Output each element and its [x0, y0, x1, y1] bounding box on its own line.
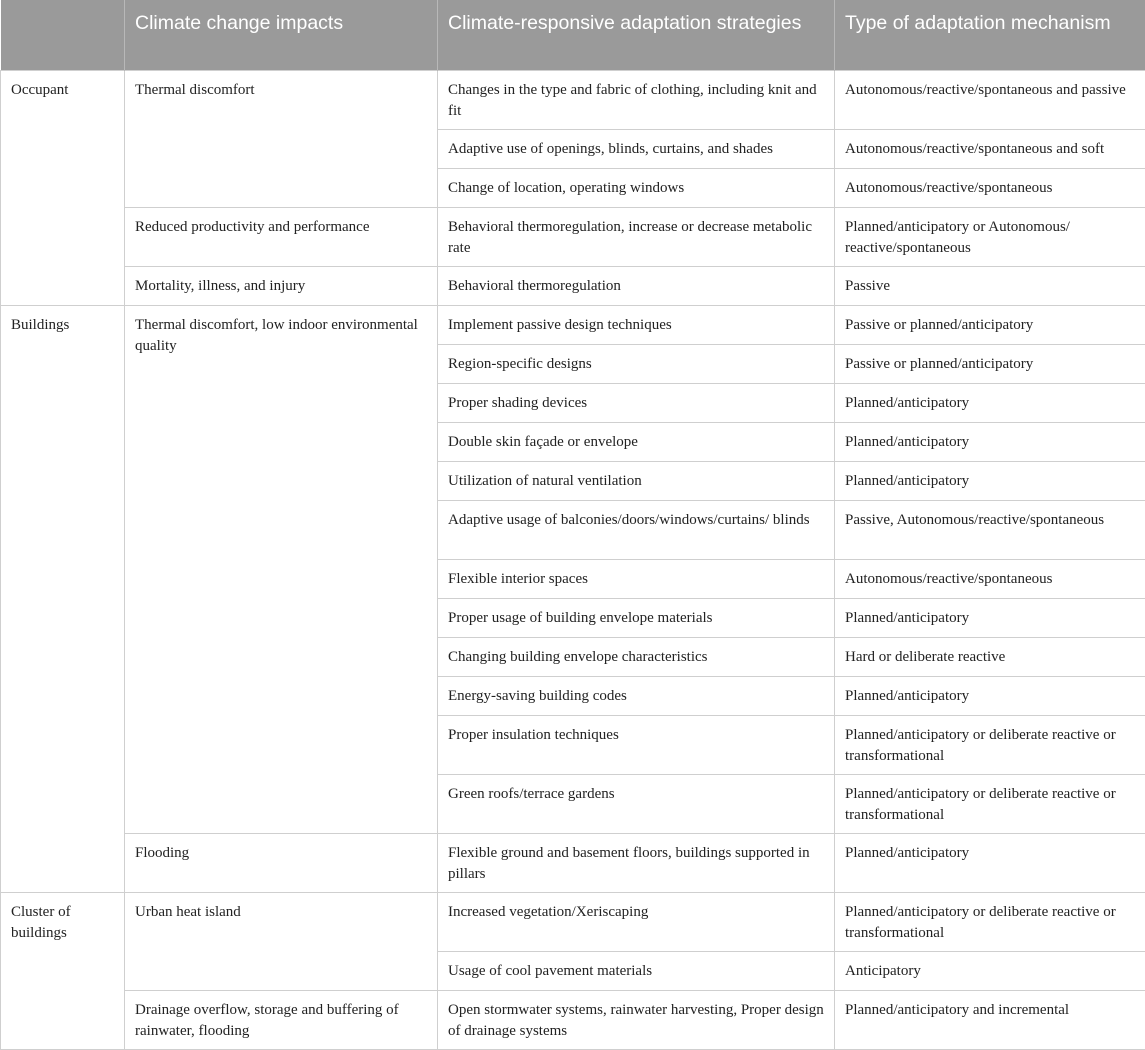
mechanism-cell: Planned/anticipatory — [835, 834, 1145, 893]
strategy-cell: Changes in the type and fabric of clothing, including knit and fit — [438, 71, 835, 130]
strategy-cell: Open stormwater systems, rainwater harvesting, Proper design of drainage systems — [438, 991, 835, 1050]
strategy-cell: Behavioral thermoregulation, increase or decrease metabolic rate — [438, 208, 835, 267]
mechanism-cell: Planned/anticipatory — [835, 677, 1145, 716]
mechanism-cell: Planned/anticipatory or deliberate reactive or transformational — [835, 893, 1145, 952]
table-row — [1, 893, 1145, 952]
strategy-cell: Adaptive use of openings, blinds, curtains, and shades — [438, 130, 835, 169]
table-row — [1, 71, 1145, 130]
mechanism-cell: Anticipatory — [835, 952, 1145, 991]
impact-cell: Mortality, illness, and injury — [125, 267, 438, 306]
strategy-cell: Region-specific designs — [438, 345, 835, 384]
mechanism-cell: Planned/anticipatory and incremental — [835, 991, 1145, 1050]
mechanism-cell: Planned/anticipatory — [835, 384, 1145, 423]
strategy-cell: Flexible interior spaces — [438, 560, 835, 599]
strategy-cell: Adaptive usage of balconies/doors/windows/curtains/ blinds — [438, 501, 835, 560]
strategy-cell: Usage of cool pavement materials — [438, 952, 835, 991]
table-row — [1, 834, 1145, 893]
table-body — [1, 71, 1145, 1050]
table-row — [1, 306, 1145, 345]
table-row — [1, 208, 1145, 267]
category-cell: Buildings — [1, 306, 125, 893]
table-row — [1, 267, 1145, 306]
table-header — [1, 0, 1145, 71]
mechanism-cell: Planned/anticipatory — [835, 599, 1145, 638]
mechanism-cell: Autonomous/reactive/spontaneous — [835, 169, 1145, 208]
header-strategies: Climate-responsive adaptation strategies — [438, 0, 835, 71]
strategy-cell: Proper usage of building envelope materials — [438, 599, 835, 638]
mechanism-cell: Autonomous/reactive/spontaneous — [835, 560, 1145, 599]
impact-cell: Flooding — [125, 834, 438, 893]
mechanism-cell: Passive, Autonomous/reactive/spontaneous — [835, 501, 1145, 560]
mechanism-cell: Planned/anticipatory or deliberate reactive or transformational — [835, 716, 1145, 775]
header-category — [1, 0, 125, 71]
impact-cell: Thermal discomfort, low indoor environmental quality — [125, 306, 438, 834]
impact-cell: Urban heat island — [125, 893, 438, 991]
strategy-cell: Change of location, operating windows — [438, 169, 835, 208]
header-row — [1, 0, 1145, 71]
strategy-cell: Energy-saving building codes — [438, 677, 835, 716]
strategy-cell: Implement passive design techniques — [438, 306, 835, 345]
category-cell: Occupant — [1, 71, 125, 306]
header-impacts: Climate change impacts — [125, 0, 438, 71]
impact-cell: Reduced productivity and performance — [125, 208, 438, 267]
strategy-cell: Flexible ground and basement floors, buildings supported in pillars — [438, 834, 835, 893]
strategy-cell: Increased vegetation/Xeriscaping — [438, 893, 835, 952]
strategy-cell: Utilization of natural ventilation — [438, 462, 835, 501]
mechanism-cell: Autonomous/reactive/spontaneous and passive — [835, 71, 1145, 130]
mechanism-cell: Passive or planned/anticipatory — [835, 345, 1145, 384]
header-mechanism: Type of adaptation mechanism — [835, 0, 1145, 71]
category-cell: Cluster of buildings — [1, 893, 125, 1050]
mechanism-cell: Passive or planned/anticipatory — [835, 306, 1145, 345]
strategy-cell: Changing building envelope characteristics — [438, 638, 835, 677]
strategy-cell: Behavioral thermoregulation — [438, 267, 835, 306]
mechanism-cell: Planned/anticipatory — [835, 423, 1145, 462]
impact-cell: Drainage overflow, storage and buffering of rainwater, flooding — [125, 991, 438, 1050]
strategy-cell: Double skin façade or envelope — [438, 423, 835, 462]
mechanism-cell: Planned/anticipatory — [835, 462, 1145, 501]
mechanism-cell: Passive — [835, 267, 1145, 306]
mechanism-cell: Planned/anticipatory or deliberate reactive or transformational — [835, 775, 1145, 834]
strategy-cell: Proper shading devices — [438, 384, 835, 423]
mechanism-cell: Planned/anticipatory or Autonomous/ reactive/spontaneous — [835, 208, 1145, 267]
table-row — [1, 991, 1145, 1050]
impact-cell: Thermal discomfort — [125, 71, 438, 208]
strategy-cell: Green roofs/terrace gardens — [438, 775, 835, 834]
mechanism-cell: Hard or deliberate reactive — [835, 638, 1145, 677]
strategy-cell: Proper insulation techniques — [438, 716, 835, 775]
mechanism-cell: Autonomous/reactive/spontaneous and soft — [835, 130, 1145, 169]
